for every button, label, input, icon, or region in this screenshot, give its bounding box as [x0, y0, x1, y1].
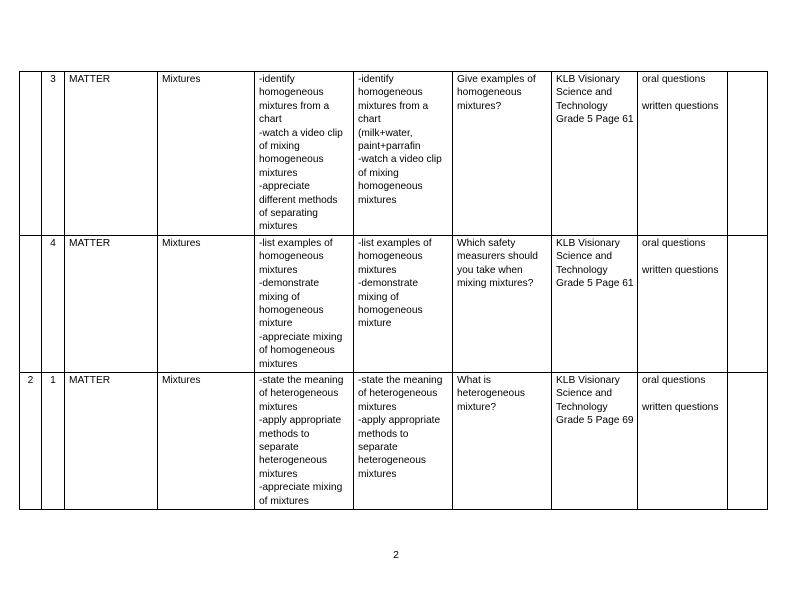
strand-cell: MATTER: [65, 235, 158, 372]
key-inquiry-question-cell-line: measurers should: [457, 251, 538, 263]
learning-outcomes-cell-line: mixtures from a: [259, 100, 330, 112]
key-inquiry-question-cell-line: you take when: [457, 264, 523, 276]
key-inquiry-question-cell-line: mixing mixtures?: [457, 278, 534, 290]
learning-outcomes-cell-line: mixtures: [259, 264, 298, 276]
learning-outcomes-cell-line: -state the meaning: [259, 374, 344, 386]
remarks-cell: [728, 372, 768, 509]
key-inquiry-question-cell-line: heterogeneous: [457, 388, 525, 400]
learning-resources-cell-line: Grade 5 Page 61: [556, 114, 634, 126]
learning-experiences-cell-line: homogeneous: [358, 251, 423, 263]
learning-experiences-cell-line: chart: [358, 114, 381, 126]
learning-resources-cell-line: Technology: [556, 100, 608, 112]
scheme-of-work-table: [19, 71, 768, 510]
key-inquiry-question-cell: [453, 372, 552, 509]
assessment-cell-line: oral questions: [642, 74, 706, 85]
learning-experiences-cell-line: mixing of: [358, 291, 399, 303]
learning-outcomes-cell-line: homogeneous: [259, 251, 324, 263]
assessment-cell-line: oral questions: [642, 374, 706, 386]
learning-outcomes-cell-line: mixture: [259, 318, 293, 330]
key-inquiry-question-cell-line: mixture?: [457, 401, 497, 413]
remarks-cell: [728, 235, 768, 372]
learning-outcomes-cell-line: chart: [259, 114, 282, 126]
learning-outcomes-cell-line: homogeneous: [259, 154, 324, 166]
learning-resources-cell-line: Science and: [556, 251, 613, 263]
learning-outcomes-cell-line: separate: [259, 441, 299, 453]
learning-outcomes-cell-line: mixtures: [259, 221, 298, 233]
page-number: 2: [393, 549, 399, 561]
learning-experiences-cell-line: -demonstrate: [358, 278, 419, 290]
learning-experiences-cell-line: separate: [358, 441, 398, 453]
learning-outcomes-cell-line: of heterogeneous: [259, 388, 339, 400]
learning-outcomes-cell-line: of mixing: [259, 141, 300, 153]
learning-experiences-cell: [354, 235, 453, 372]
learning-outcomes-cell-line: methods to: [259, 428, 310, 440]
learning-outcomes-cell-line: -list examples of: [259, 237, 333, 249]
learning-resources-cell-line: KLB Visionary: [556, 74, 620, 85]
learning-experiences-cell: [354, 372, 453, 509]
assessment-cell: [638, 372, 728, 509]
learning-experiences-cell-line: mixtures: [358, 264, 397, 276]
assessment-cell: [638, 235, 728, 372]
learning-resources-cell-line: Science and: [556, 87, 613, 99]
key-inquiry-question-cell-line: Which safety: [457, 237, 516, 249]
learning-outcomes-cell-line: mixtures: [259, 401, 298, 413]
key-inquiry-question-cell-line: Give examples of: [457, 74, 536, 85]
learning-outcomes-cell-line: of mixtures: [259, 495, 309, 507]
sub-strand-cell: Mixtures: [158, 372, 255, 509]
key-inquiry-question-cell: [453, 235, 552, 372]
learning-experiences-cell-line: mixtures: [358, 194, 397, 206]
learning-resources-cell-line: Science and: [556, 388, 613, 400]
sub-strand-cell: Mixtures: [158, 72, 255, 236]
key-inquiry-question-cell-line: homogeneous: [457, 87, 522, 99]
key-inquiry-question-cell-line: What is: [457, 374, 491, 386]
learning-experiences-cell-line: homogeneous: [358, 304, 423, 316]
learning-outcomes-cell-line: mixtures: [259, 167, 298, 179]
lesson-cell: 4: [42, 235, 65, 372]
learning-experiences-cell-line: -apply appropriate: [358, 415, 441, 427]
learning-experiences-cell-line: (milk+water,: [358, 127, 413, 139]
learning-experiences-cell-line: heterogeneous: [358, 455, 426, 467]
learning-outcomes-cell: [255, 372, 354, 509]
strand-cell: MATTER: [65, 372, 158, 509]
assessment-cell: [638, 72, 728, 236]
learning-resources-cell-line: KLB Visionary: [556, 374, 620, 386]
learning-experiences-cell-line: mixtures: [358, 401, 397, 413]
key-inquiry-question-cell: [453, 72, 552, 236]
learning-outcomes-cell-line: -demonstrate: [259, 278, 320, 290]
learning-experiences-cell-line: -watch a video clip: [358, 154, 442, 166]
assessment-cell-line: written questions: [642, 264, 719, 276]
learning-experiences-cell-line: mixture: [358, 318, 392, 330]
sub-strand-cell: Mixtures: [158, 235, 255, 372]
learning-experiences-cell-line: mixtures from a: [358, 100, 429, 112]
learning-resources-cell-line: Grade 5 Page 61: [556, 278, 634, 290]
learning-outcomes-cell-line: -appreciate: [259, 181, 310, 193]
learning-experiences-cell-line: -list examples of: [358, 237, 432, 249]
learning-outcomes-cell-line: -appreciate mixing: [259, 331, 343, 343]
learning-outcomes-cell-line: mixtures: [259, 358, 298, 370]
learning-outcomes-cell-line: different methods: [259, 194, 338, 206]
learning-experiences-cell-line: mixtures: [358, 468, 397, 480]
learning-resources-cell-line: KLB Visionary: [556, 237, 620, 249]
learning-outcomes-cell-line: of separating: [259, 208, 318, 220]
learning-outcomes-cell-line: of homogeneous: [259, 345, 335, 357]
assessment-cell-line: oral questions: [642, 237, 706, 249]
week-cell: 2: [20, 372, 42, 509]
learning-outcomes-cell-line: mixtures: [259, 468, 298, 480]
learning-resources-cell: [552, 372, 638, 509]
learning-outcomes-cell-line: mixing of: [259, 291, 300, 303]
learning-experiences-cell: [354, 72, 453, 236]
assessment-cell-line: written questions: [642, 100, 719, 112]
key-inquiry-question-cell-line: mixtures?: [457, 100, 502, 112]
remarks-cell: [728, 72, 768, 236]
lesson-cell: 1: [42, 372, 65, 509]
learning-experiences-cell-line: homogeneous: [358, 87, 423, 99]
learning-resources-cell-line: Technology: [556, 264, 608, 276]
learning-resources-cell-line: Technology: [556, 401, 608, 413]
learning-experiences-cell-line: of heterogeneous: [358, 388, 438, 400]
week-cell: [20, 72, 42, 236]
learning-outcomes-cell-line: -appreciate mixing: [259, 482, 343, 494]
learning-experiences-cell-line: of mixing: [358, 167, 399, 179]
lesson-cell: 3: [42, 72, 65, 236]
learning-experiences-cell-line: -state the meaning: [358, 374, 443, 386]
learning-experiences-cell-line: -identify: [358, 74, 394, 85]
learning-outcomes-cell-line: -watch a video clip: [259, 127, 343, 139]
table-row: [20, 372, 768, 509]
table-row: [20, 72, 768, 236]
learning-outcomes-cell-line: homogeneous: [259, 304, 324, 316]
learning-experiences-cell-line: paint+parrafin: [358, 141, 421, 153]
assessment-cell-line: written questions: [642, 401, 719, 413]
week-cell: [20, 235, 42, 372]
learning-outcomes-cell: [255, 72, 354, 236]
table-row: [20, 235, 768, 372]
learning-experiences-cell-line: homogeneous: [358, 181, 423, 193]
learning-experiences-cell-line: methods to: [358, 428, 409, 440]
learning-resources-cell: [552, 235, 638, 372]
learning-resources-cell: [552, 72, 638, 236]
strand-cell: MATTER: [65, 72, 158, 236]
learning-resources-cell-line: Grade 5 Page 69: [556, 415, 634, 427]
learning-outcomes-cell-line: -identify: [259, 74, 295, 85]
learning-outcomes-cell-line: -apply appropriate: [259, 415, 342, 427]
learning-outcomes-cell: [255, 235, 354, 372]
learning-outcomes-cell-line: homogeneous: [259, 87, 324, 99]
learning-outcomes-cell-line: heterogeneous: [259, 455, 327, 467]
